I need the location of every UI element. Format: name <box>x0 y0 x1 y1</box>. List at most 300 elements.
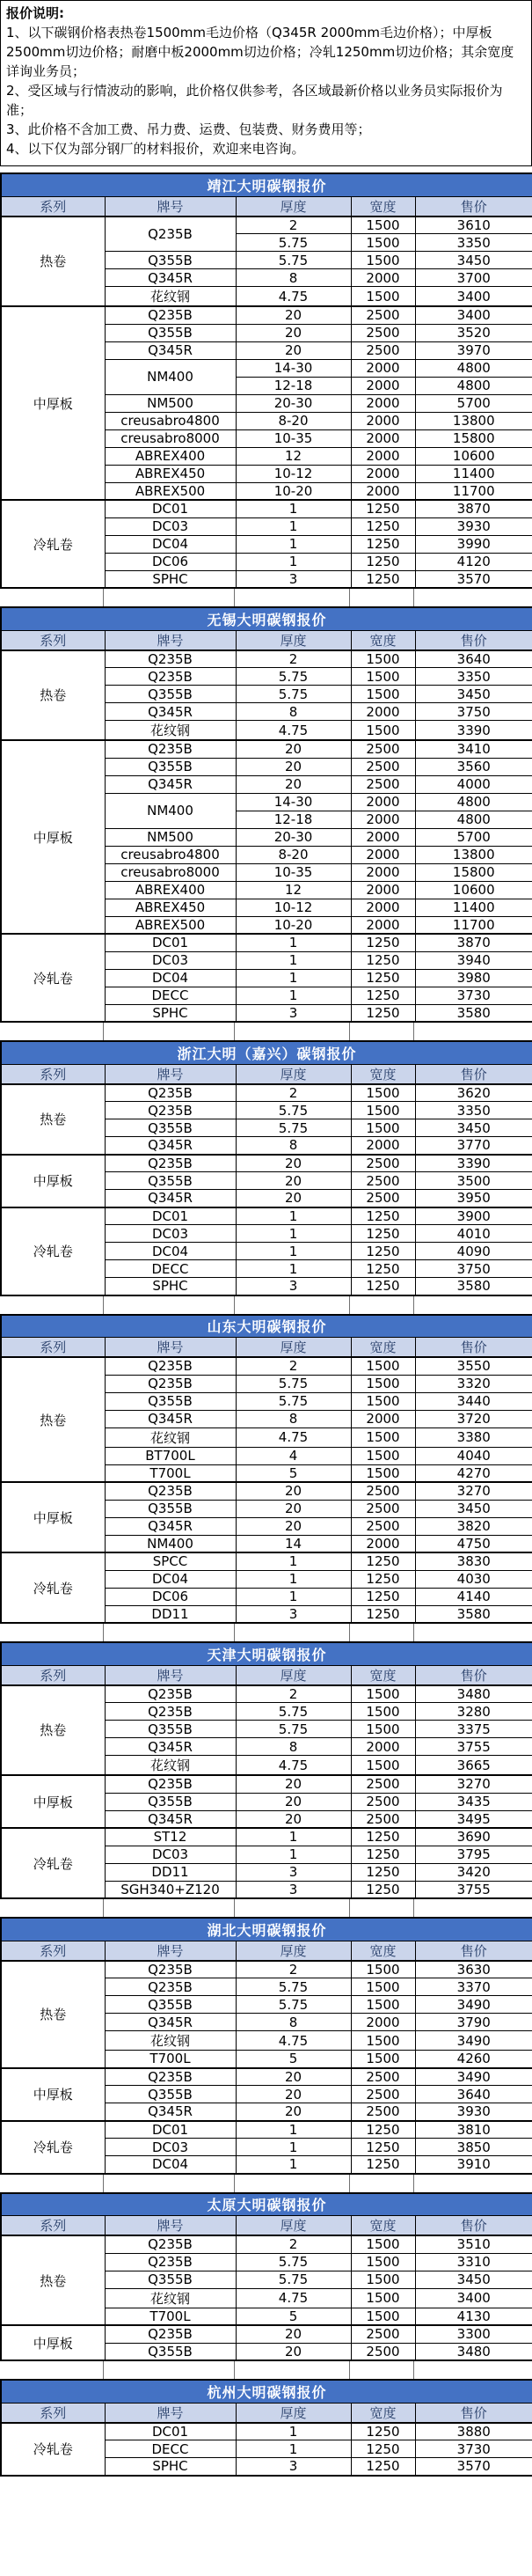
grade-cell: BT700L <box>105 1447 236 1464</box>
grade-cell: NM400 <box>105 359 236 394</box>
column-header: 厚度 <box>236 2216 351 2236</box>
series-cell: 热卷 <box>1 1357 105 1482</box>
width-cell: 1250 <box>351 517 415 535</box>
column-header: 售价 <box>415 2216 532 2236</box>
thickness-cell: 20 <box>236 1517 351 1535</box>
column-header: 牌号 <box>105 196 236 217</box>
width-cell: 2500 <box>351 1517 415 1535</box>
grade-cell: DC03 <box>105 2139 236 2156</box>
thickness-cell: 1 <box>236 2156 351 2174</box>
width-cell: 2000 <box>351 1137 415 1155</box>
grade-cell: DC01 <box>105 934 236 951</box>
column-header: 系列 <box>1 1338 105 1358</box>
thickness-cell: 5 <box>236 2051 351 2068</box>
thickness-cell: 12 <box>236 447 351 465</box>
column-header: 厚度 <box>236 196 351 217</box>
table-gap <box>0 2361 532 2379</box>
thickness-cell: 1 <box>236 2139 351 2156</box>
thickness-cell: 12-18 <box>236 811 351 828</box>
width-cell: 2500 <box>351 775 415 793</box>
width-cell: 1500 <box>351 2235 415 2253</box>
price-cell: 3450 <box>415 1500 532 1517</box>
price-cell: 3620 <box>415 1084 532 1102</box>
table-header-row <box>1 1338 532 1358</box>
series-cell: 中厚板 <box>1 2068 105 2121</box>
grade-cell: SPHC <box>105 570 236 588</box>
price-cell: 3400 <box>415 2288 532 2308</box>
price-cell: 15800 <box>415 863 532 881</box>
grade-cell: DC03 <box>105 517 236 535</box>
table-header-row <box>1 1665 532 1685</box>
grade-cell: Q345R <box>105 2103 236 2121</box>
thickness-cell: 20 <box>236 1775 351 1793</box>
width-cell: 1250 <box>351 2423 415 2440</box>
price-cell: 4800 <box>415 377 532 394</box>
width-cell: 1250 <box>351 1588 415 1605</box>
price-cell: 3500 <box>415 1172 532 1190</box>
table-gap <box>0 1624 532 1641</box>
column-header: 宽度 <box>351 196 415 217</box>
gridline <box>103 2361 104 2379</box>
grade-cell: Q355B <box>105 1392 236 1410</box>
series-cell: 热卷 <box>1 1685 105 1776</box>
series-cell: 中厚板 <box>1 1482 105 1552</box>
notes-table-spacer <box>0 166 532 172</box>
thickness-cell: 20 <box>236 1500 351 1517</box>
price-table <box>0 1641 532 1899</box>
gridline <box>349 1296 350 1314</box>
thickness-cell: 5.75 <box>236 1119 351 1137</box>
gridline <box>413 1899 414 1917</box>
price-cell: 4040 <box>415 1447 532 1464</box>
gridline <box>349 2175 350 2192</box>
thickness-cell: 20 <box>236 1810 351 1828</box>
grade-cell: SPCC <box>105 1552 236 1570</box>
thickness-cell: 4.75 <box>236 721 351 741</box>
width-cell: 2000 <box>351 1535 415 1552</box>
series-cell: 热卷 <box>1 1961 105 2068</box>
thickness-cell: 20 <box>236 1482 351 1500</box>
grade-cell: Q235B <box>105 306 236 324</box>
grade-cell: Q345R <box>105 1738 236 1756</box>
width-cell: 2500 <box>351 758 415 775</box>
width-cell: 2000 <box>351 359 415 377</box>
thickness-cell: 20 <box>236 2325 351 2343</box>
grade-cell: creusabro8000 <box>105 863 236 881</box>
thickness-cell: 1 <box>236 951 351 969</box>
thickness-cell: 1 <box>236 2121 351 2139</box>
thickness-cell: 1 <box>236 1570 351 1588</box>
gridline <box>349 2361 350 2379</box>
column-header: 厚度 <box>236 1338 351 1358</box>
price-cell: 3870 <box>415 934 532 951</box>
series-cell: 中厚板 <box>1 2325 105 2360</box>
width-cell: 1500 <box>351 1721 415 1738</box>
table-header-row <box>1 1064 532 1084</box>
grade-cell: Q345R <box>105 703 236 721</box>
grade-cell: Q345R <box>105 1190 236 1207</box>
thickness-cell: 20 <box>236 1793 351 1810</box>
grade-cell: creusabro4800 <box>105 846 236 863</box>
grade-cell: T700L <box>105 2051 236 2068</box>
price-cell: 13800 <box>415 846 532 863</box>
gridline <box>103 1023 104 1040</box>
thickness-cell: 8 <box>236 703 351 721</box>
thickness-cell: 4.75 <box>236 287 351 307</box>
width-cell: 1250 <box>351 1207 415 1225</box>
width-cell: 1500 <box>351 287 415 307</box>
price-table <box>0 606 532 1023</box>
table-title: 浙江大明（嘉兴）碳钢报价 <box>1 1041 532 1064</box>
table-row <box>1 2068 532 2086</box>
price-cell: 3665 <box>415 1756 532 1776</box>
thickness-cell: 2 <box>236 1357 351 1375</box>
width-cell: 1500 <box>351 1119 415 1137</box>
column-header: 售价 <box>415 1338 532 1358</box>
notes-list <box>6 23 526 158</box>
grade-cell: DC04 <box>105 969 236 987</box>
column-header: 宽度 <box>351 1338 415 1358</box>
table-row <box>1 2423 532 2440</box>
width-cell: 1250 <box>351 2458 415 2476</box>
width-cell: 1250 <box>351 2156 415 2174</box>
thickness-cell: 1 <box>236 535 351 553</box>
table-title: 山东大明碳钢报价 <box>1 1315 532 1338</box>
thickness-cell: 1 <box>236 1846 351 1863</box>
width-cell: 1500 <box>351 1357 415 1375</box>
width-cell: 1250 <box>351 934 415 951</box>
series-cell: 中厚板 <box>1 1775 105 1828</box>
table-row <box>1 934 532 951</box>
thickness-cell: 8-20 <box>236 412 351 429</box>
width-cell: 1500 <box>351 1961 415 1978</box>
table-row <box>1 1552 532 1570</box>
table-row <box>1 650 532 668</box>
price-table <box>0 1917 532 2175</box>
thickness-cell: 12-18 <box>236 377 351 394</box>
width-cell: 1250 <box>351 951 415 969</box>
price-cell: 3270 <box>415 1482 532 1500</box>
note-line: 1、以下碳钢价格表热卷1500mm毛边价格（Q345R 2000mm毛边价格）；中厚板2500mm切边价格；耐磨中板2000mm切边价格；冷轧1250mm切边价格；其余宽度详询业务员； <box>6 25 514 79</box>
grade-cell: Q235B <box>105 1482 236 1500</box>
width-cell: 1500 <box>351 1084 415 1102</box>
price-cell: 4750 <box>415 1535 532 1552</box>
price-cell: 3490 <box>415 2068 532 2086</box>
grade-cell: ABREX450 <box>105 899 236 916</box>
grade-cell: DC01 <box>105 1207 236 1225</box>
column-header: 系列 <box>1 1941 105 1961</box>
width-cell: 2500 <box>351 1190 415 1207</box>
grade-cell: Q355B <box>105 1172 236 1190</box>
table-row <box>1 1084 532 1102</box>
table-title: 无锡大明碳钢报价 <box>1 607 532 630</box>
gridline <box>234 1624 235 1641</box>
table-header-row <box>1 2216 532 2236</box>
table-title-row <box>1 607 532 630</box>
thickness-cell: 1 <box>236 2423 351 2440</box>
thickness-cell: 5.75 <box>236 668 351 686</box>
table-row <box>1 217 532 234</box>
thickness-cell: 1 <box>236 1828 351 1846</box>
grade-cell: NM400 <box>105 1535 236 1552</box>
thickness-cell: 8 <box>236 1410 351 1427</box>
column-header: 牌号 <box>105 2216 236 2236</box>
column-header: 售价 <box>415 2403 532 2423</box>
table-row <box>1 1207 532 1225</box>
grade-cell: NM400 <box>105 793 236 828</box>
thickness-cell: 3 <box>236 1278 351 1295</box>
thickness-cell: 5.75 <box>236 1375 351 1392</box>
series-cell: 热卷 <box>1 650 105 741</box>
width-cell: 1250 <box>351 969 415 987</box>
price-cell: 5700 <box>415 394 532 412</box>
price-cell: 4800 <box>415 359 532 377</box>
table-title: 天津大明碳钢报价 <box>1 1642 532 1665</box>
price-cell: 3390 <box>415 721 532 741</box>
width-cell: 1500 <box>351 1703 415 1721</box>
width-cell: 1500 <box>351 252 415 269</box>
price-cell: 3490 <box>415 2031 532 2051</box>
thickness-cell: 8 <box>236 1137 351 1155</box>
width-cell: 1500 <box>351 1427 415 1447</box>
price-cell: 3350 <box>415 1102 532 1119</box>
grade-cell: Q235B <box>105 668 236 686</box>
width-cell: 1250 <box>351 987 415 1004</box>
width-cell: 1250 <box>351 1278 415 1295</box>
thickness-cell: 20 <box>236 2068 351 2086</box>
price-cell: 3755 <box>415 1881 532 1898</box>
gridline <box>349 1023 350 1040</box>
width-cell: 2500 <box>351 2068 415 2086</box>
gridline <box>349 589 350 606</box>
price-cell: 3630 <box>415 1961 532 1978</box>
thickness-cell: 3 <box>236 1605 351 1623</box>
thickness-cell: 10-12 <box>236 899 351 916</box>
price-cell: 3440 <box>415 1392 532 1410</box>
price-cell: 3495 <box>415 1810 532 1828</box>
thickness-cell: 10-12 <box>236 465 351 482</box>
grade-cell: Q355B <box>105 686 236 703</box>
thickness-cell: 1 <box>236 2440 351 2458</box>
gridline <box>103 1899 104 1917</box>
table-row <box>1 1357 532 1375</box>
grade-cell: 花纹钢 <box>105 721 236 741</box>
grade-cell: Q235B <box>105 1084 236 1102</box>
column-header: 宽度 <box>351 2216 415 2236</box>
width-cell: 2000 <box>351 899 415 916</box>
width-cell: 1250 <box>351 1605 415 1623</box>
note-line: 3、此价格不含加工费、吊力费、运费、包装费、财务费用等； <box>6 121 371 137</box>
thickness-cell: 4.75 <box>236 2031 351 2051</box>
gridline <box>234 1899 235 1917</box>
price-cell: 3850 <box>415 2139 532 2156</box>
gridline <box>103 2175 104 2192</box>
table-title-row <box>1 2193 532 2216</box>
thickness-cell: 4 <box>236 1447 351 1464</box>
price-cell: 3690 <box>415 1828 532 1846</box>
price-cell: 3380 <box>415 1427 532 1447</box>
width-cell: 1500 <box>351 234 415 252</box>
grade-cell: DC01 <box>105 2423 236 2440</box>
price-cell: 13800 <box>415 412 532 429</box>
column-header: 系列 <box>1 630 105 650</box>
thickness-cell: 4.75 <box>236 1427 351 1447</box>
width-cell: 2000 <box>351 447 415 465</box>
width-cell: 1500 <box>351 1978 415 1996</box>
grade-cell: Q235B <box>105 2068 236 2086</box>
thickness-cell: 5.75 <box>236 234 351 252</box>
grade-cell: Q345R <box>105 1810 236 1828</box>
thickness-cell: 20-30 <box>236 828 351 846</box>
width-cell: 2500 <box>351 1793 415 1810</box>
column-header: 牌号 <box>105 1665 236 1685</box>
gridline <box>234 2175 235 2192</box>
price-cell: 4800 <box>415 793 532 811</box>
series-cell: 中厚板 <box>1 306 105 500</box>
price-cell: 3750 <box>415 703 532 721</box>
thickness-cell: 3 <box>236 1881 351 1898</box>
grade-cell: Q235B <box>105 1155 236 1172</box>
width-cell: 2500 <box>351 1500 415 1517</box>
grade-cell: 花纹钢 <box>105 1756 236 1776</box>
width-cell: 1500 <box>351 1996 415 2014</box>
table-row <box>1 740 532 758</box>
thickness-cell: 14-30 <box>236 793 351 811</box>
price-cell: 3790 <box>415 2014 532 2031</box>
price-cell: 3880 <box>415 2423 532 2440</box>
note-line: 2、受区域与行情波动的影响，此价格仅供参考，各区域最新价格以业务员实际报价为准； <box>6 83 503 118</box>
thickness-cell: 8 <box>236 1738 351 1756</box>
series-cell: 冷轧卷 <box>1 500 105 588</box>
width-cell: 1250 <box>351 2440 415 2458</box>
column-header: 系列 <box>1 2216 105 2236</box>
grade-cell: Q235B <box>105 740 236 758</box>
gridline <box>103 589 104 606</box>
thickness-cell: 4.75 <box>236 2288 351 2308</box>
price-cell: 11700 <box>415 482 532 500</box>
width-cell: 2000 <box>351 828 415 846</box>
price-cell: 3870 <box>415 500 532 517</box>
table-gap <box>0 1023 532 1040</box>
price-cell: 3640 <box>415 2086 532 2103</box>
width-cell: 1250 <box>351 1828 415 1846</box>
width-cell: 2000 <box>351 846 415 863</box>
gridline <box>234 2361 235 2379</box>
width-cell: 2000 <box>351 1410 415 1427</box>
width-cell: 1500 <box>351 721 415 741</box>
price-cell: 3480 <box>415 1685 532 1703</box>
price-cell: 4120 <box>415 553 532 570</box>
width-cell: 1250 <box>351 1225 415 1243</box>
grade-cell: DC03 <box>105 1225 236 1243</box>
thickness-cell: 20 <box>236 775 351 793</box>
column-header: 牌号 <box>105 1941 236 1961</box>
table-row <box>1 500 532 517</box>
table-row <box>1 1828 532 1846</box>
grade-cell: Q235B <box>105 1961 236 1978</box>
thickness-cell: 5.75 <box>236 1392 351 1410</box>
grade-cell: Q355B <box>105 324 236 341</box>
grade-cell: Q235B <box>105 1102 236 1119</box>
grade-cell: Q235B <box>105 1978 236 1996</box>
price-cell: 3570 <box>415 2458 532 2476</box>
column-header: 厚度 <box>236 630 351 650</box>
width-cell: 2000 <box>351 429 415 447</box>
gridline <box>103 1624 104 1641</box>
column-header: 厚度 <box>236 1941 351 1961</box>
width-cell: 2000 <box>351 916 415 934</box>
price-cell: 10600 <box>415 447 532 465</box>
grade-cell: DC04 <box>105 1243 236 1260</box>
table-gap <box>0 1296 532 1314</box>
thickness-cell: 20 <box>236 324 351 341</box>
thickness-cell: 5.75 <box>236 1721 351 1738</box>
table-row <box>1 1482 532 1500</box>
thickness-cell: 2 <box>236 1961 351 1978</box>
width-cell: 1250 <box>351 1243 415 1260</box>
thickness-cell: 1 <box>236 1260 351 1278</box>
gridline <box>413 1296 414 1314</box>
price-table <box>0 2192 532 2362</box>
tables-container <box>0 172 532 2477</box>
price-cell: 4270 <box>415 1464 532 1482</box>
table-title-row <box>1 1315 532 1338</box>
column-header: 牌号 <box>105 630 236 650</box>
price-cell: 4010 <box>415 1225 532 1243</box>
width-cell: 1250 <box>351 2121 415 2139</box>
width-cell: 1250 <box>351 2139 415 2156</box>
grade-cell: Q345R <box>105 1410 236 1427</box>
thickness-cell: 20 <box>236 2086 351 2103</box>
column-header: 厚度 <box>236 1064 351 1084</box>
price-cell: 3480 <box>415 2343 532 2360</box>
width-cell: 2000 <box>351 703 415 721</box>
thickness-cell: 4.75 <box>236 1756 351 1776</box>
width-cell: 1500 <box>351 686 415 703</box>
column-header: 厚度 <box>236 2403 351 2423</box>
table-row <box>1 2121 532 2139</box>
grade-cell: DC03 <box>105 1846 236 1863</box>
grade-cell: ST12 <box>105 1828 236 1846</box>
width-cell: 1500 <box>351 2288 415 2308</box>
grade-cell: NM500 <box>105 828 236 846</box>
column-header: 售价 <box>415 196 532 217</box>
price-cell: 3970 <box>415 341 532 359</box>
price-cell: 3560 <box>415 758 532 775</box>
price-cell: 3310 <box>415 2253 532 2271</box>
price-cell: 4030 <box>415 1570 532 1588</box>
grade-cell: Q355B <box>105 2086 236 2103</box>
table-title-row <box>1 1918 532 1941</box>
width-cell: 1500 <box>351 1392 415 1410</box>
price-cell: 3795 <box>415 1846 532 1863</box>
thickness-cell: 20 <box>236 306 351 324</box>
price-cell: 3755 <box>415 1738 532 1756</box>
price-cell: 3300 <box>415 2325 532 2343</box>
width-cell: 1500 <box>351 650 415 668</box>
price-cell: 3730 <box>415 2440 532 2458</box>
grade-cell: Q235B <box>105 2235 236 2253</box>
thickness-cell: 5.75 <box>236 1703 351 1721</box>
price-cell: 3420 <box>415 1863 532 1881</box>
width-cell: 2000 <box>351 269 415 287</box>
thickness-cell: 3 <box>236 570 351 588</box>
thickness-cell: 1 <box>236 517 351 535</box>
column-header: 售价 <box>415 1064 532 1084</box>
grade-cell: Q345R <box>105 269 236 287</box>
price-cell: 3350 <box>415 234 532 252</box>
grade-cell: Q355B <box>105 758 236 775</box>
